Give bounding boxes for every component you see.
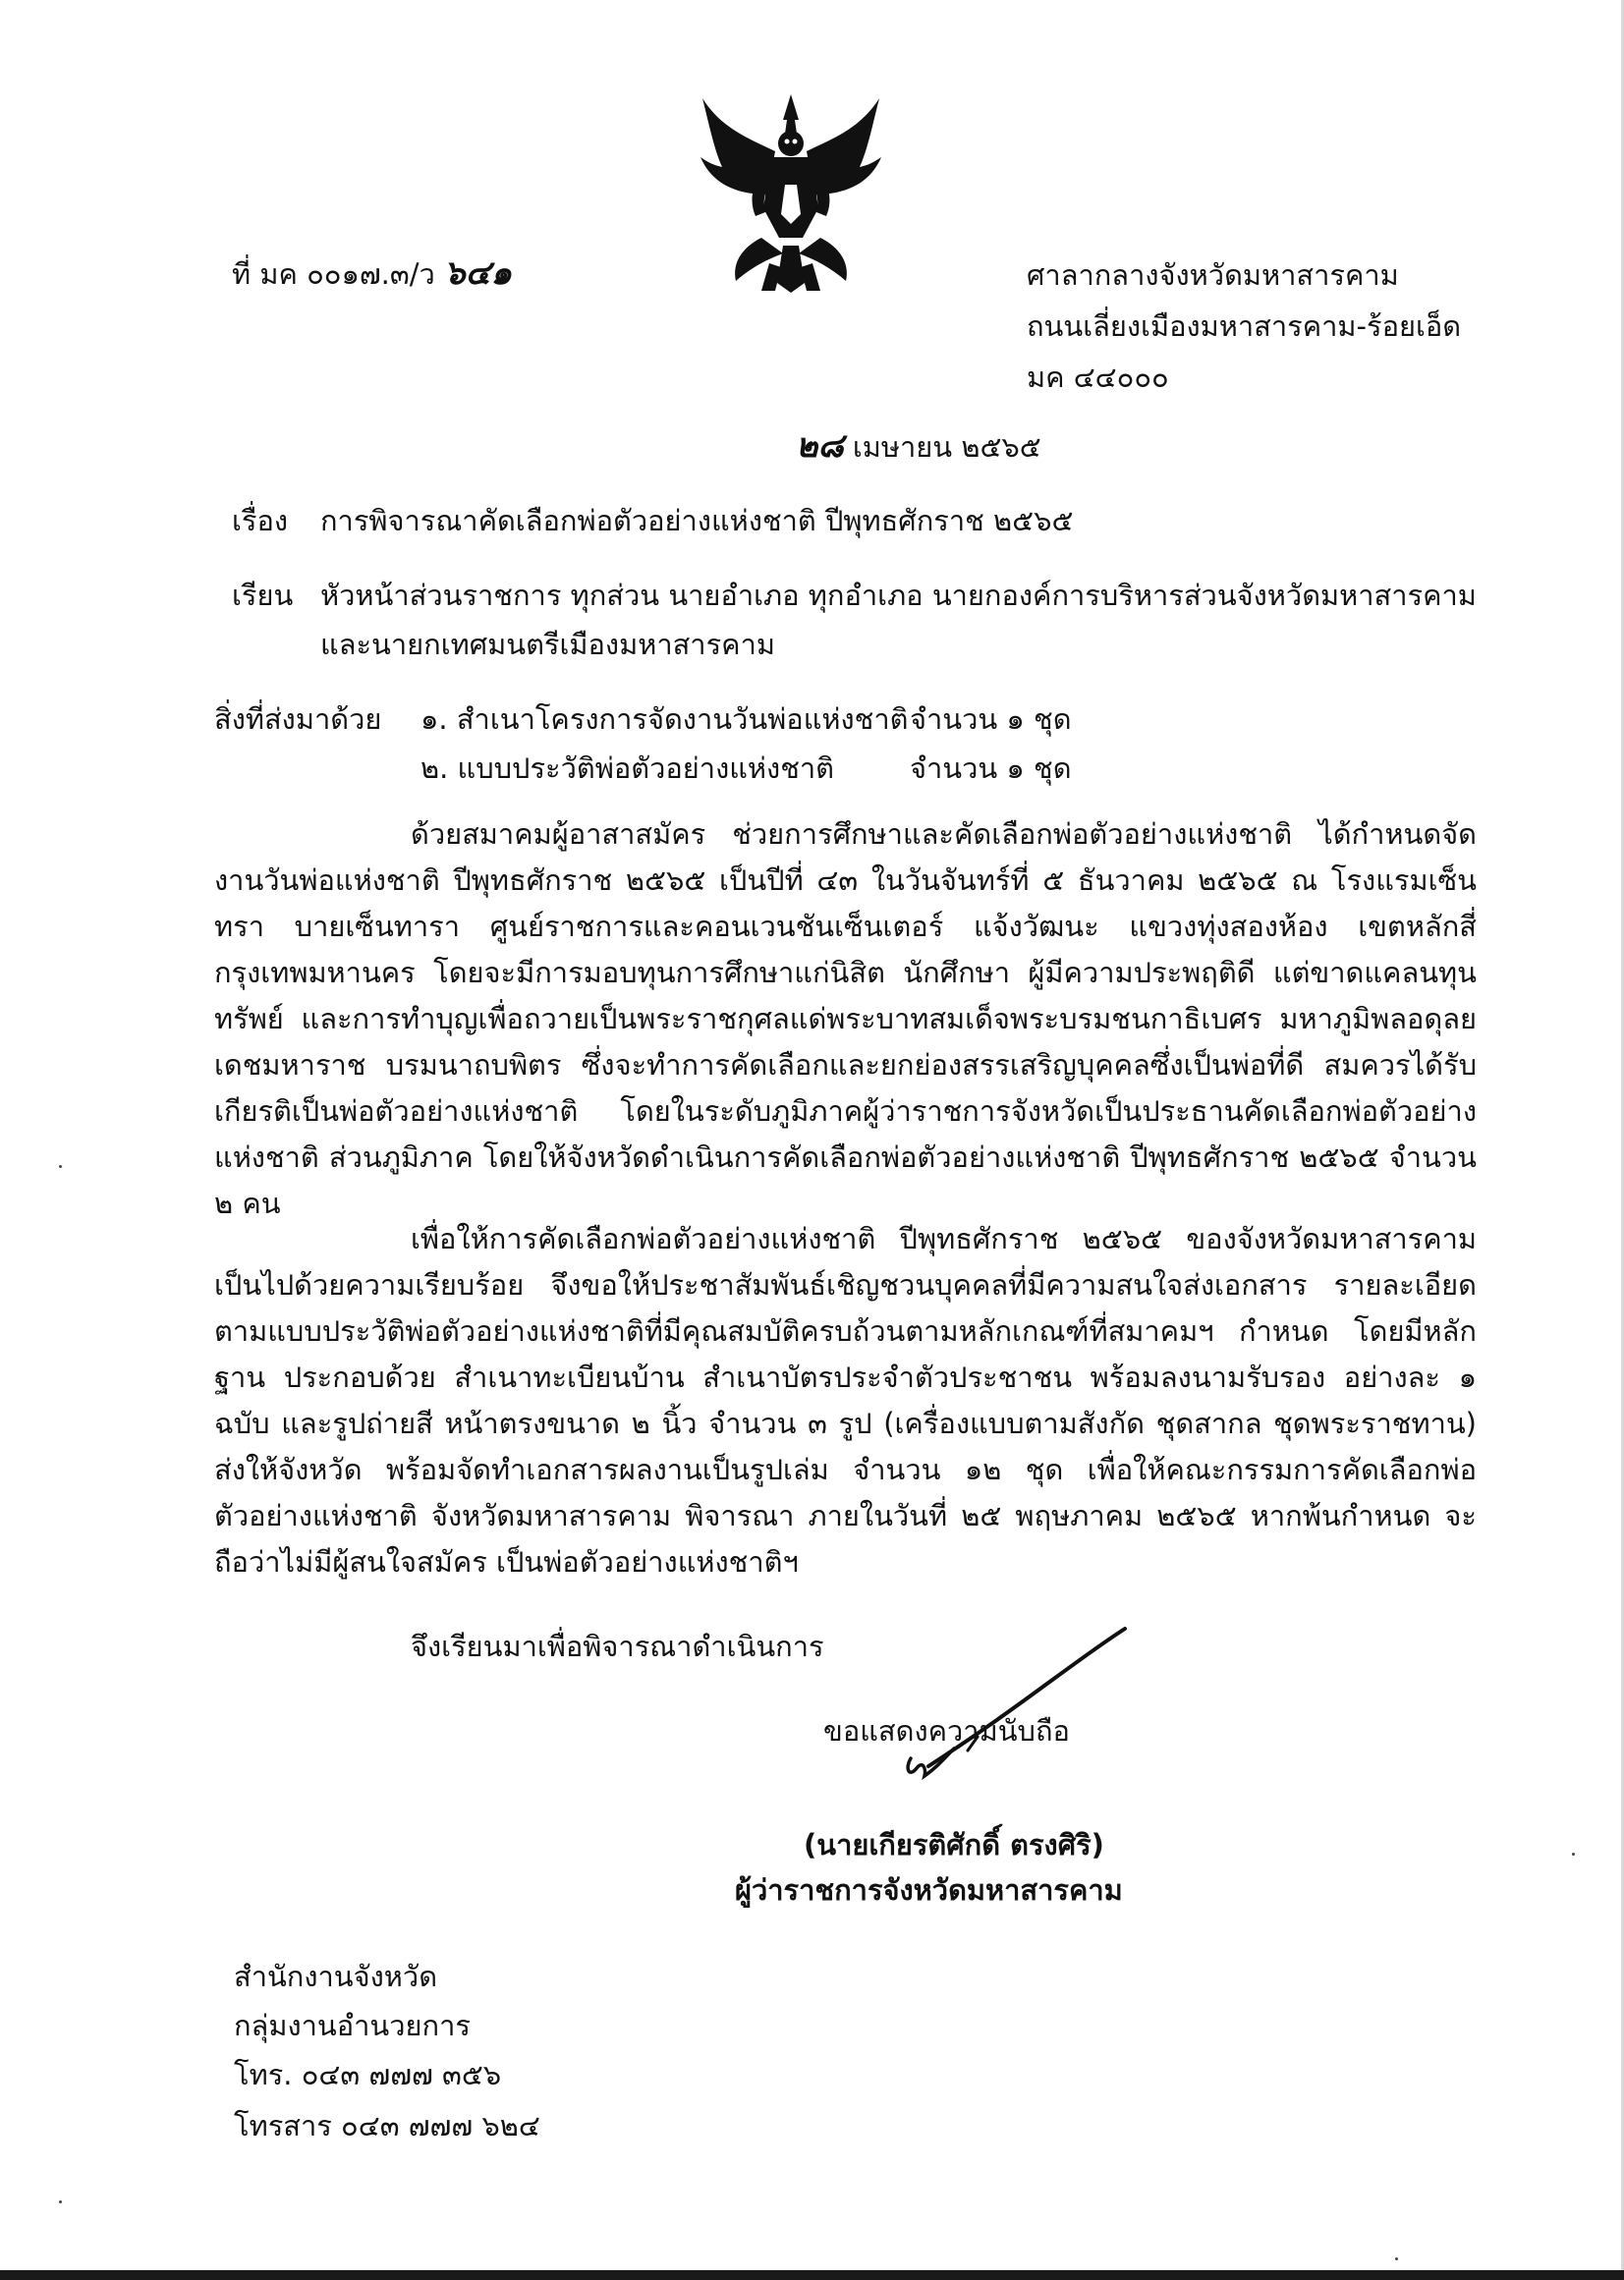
subject-text: การพิจารณาคัดเลือกพ่อตัวอย่างแห่งชาติ ปีพุทธศักราช ๒๕๖๕ xyxy=(320,504,1074,537)
garuda-emblem-icon xyxy=(693,90,889,297)
enclosure-item-2-qty: จำนวน ๑ ชุด xyxy=(910,751,1072,785)
enclosure-item-2: ๒. แบบประวัติพ่อตัวอย่างแห่งชาติ xyxy=(420,751,835,785)
enclosure-item-1-qty: จำนวน ๑ ชุด xyxy=(910,702,1072,736)
scan-speck xyxy=(59,1165,62,1168)
date-month-year: เมษายน ๒๕๖๕ xyxy=(852,430,1041,464)
to-line-1: หัวหน้าส่วนราชการ ทุกส่วน นายอำเภอ ทุกอำเภอ นายกองค์การบริหารส่วนจังหวัดมหาสารคาม xyxy=(320,579,1477,612)
subject-label: เรื่อง xyxy=(232,504,289,537)
body-paragraph-2: เพื่อให้การคัดเลือกพ่อตัวอย่างแห่งชาติ ปีพุทธศักราช ๒๕๖๕ ของจังหวัดมหาสารคาม เป็นไปด้วยความเรียบร้อย จึงขอให้ประชาสัมพันธ์เชิญชวนบุคคลที่มีความสนใจส่งเอกสาร รายละเอียด ตามแบบประวัติพ่อตัวอย่างแห่งชาติที่มีคุณสมบัติครบถ้วนตามหลักเกณฑ์ที่สมาคมฯ กำหนด โดยมีหลักฐาน ประกอบด้วย สำเนาทะเบียนบ้าน สำเนาบัตรประจำตัวประชาชน พร้อมลงนามรับรอง อย่างละ ๑ ฉบับ และรูปถ่ายสี หน้าตรงขนาด ๒ นิ้ว จำนวน ๓ รูป (เครื่องแบบตามสังกัด ชุดสากล ชุดพระราชทาน) ส่งให้จังหวัด พร้อมจัดทำเอกสารผลงานเป็นรูปเล่ม จำนวน ๑๒ ชุด เพื่อให้คณะกรรมการคัดเลือกพ่อตัวอย่างแห่งชาติ จังหวัดมหาสารคาม พิจารณา ภายในวันที่ ๒๕ พฤษภาคม ๒๕๖๕ หากพ้นกำหนด จะถือว่าไม่มีผู้สนใจสมัคร เป็นพ่อตัวอย่างแห่งชาติฯ xyxy=(214,1222,1477,1579)
address-line-1: ศาลากลางจังหวัดมหาสารคาม xyxy=(1027,258,1399,292)
footer-office: สำนักงานจังหวัด xyxy=(234,1960,438,1993)
footer-division: กลุ่มงานอำนวยการ xyxy=(234,2009,471,2042)
body-paragraph-1: ด้วยสมาคมผู้อาสาสมัคร ช่วยการศึกษาและคัดเลือกพ่อตัวอย่างแห่งชาติ ได้กำหนดจัดงานวันพ่อแห่งชาติ ปีพุทธศักราช ๒๕๖๕ เป็นปีที่ ๔๓ ในวันจันทร์ที่ ๕ ธันวาคม ๒๕๖๕ ณ โรงแรมเซ็นทรา บายเซ็นทารา ศูนย์ราชการและคอนเวนชันเซ็นเตอร์ แจ้งวัฒนะ แขวงทุ่งสองห้อง เขตหลักสี่ กรุงเทพมหานคร โดยจะมีการมอบทุนการศึกษาแก่นิสิต นักศึกษา ผู้มีความประพฤติดี แต่ขาดแคลนทุนทรัพย์ และการทำบุญเพื่อถวายเป็นพระราชกุศลแด่พระบาทสมเด็จพระบรมชนกาธิเบศร มหาภูมิพลอดุลยเดชมหาราช บรมนาถบพิตร ซึ่งจะทำการคัดเลือกและยกย่องสรรเสริญบุคคลซึ่งเป็นพ่อที่ดี สมควรได้รับเกียรติเป็นพ่อตัวอย่างแห่งชาติ โดยในระดับภูมิภาคผู้ว่าราชการจังหวัดเป็นประธานคัดเลือกพ่อตัวอย่างแห่งชาติ ส่วนภูมิภาค โดยให้จังหวัดดำเนินการคัดเลือกพ่อตัวอย่างแห่งชาติ ปีพุทธศักราช ๒๕๖๕ จำนวน ๒ คน xyxy=(214,817,1477,1220)
enclosures-label: สิ่งที่ส่งมาด้วย xyxy=(214,702,382,736)
scan-bottom-edge xyxy=(0,2270,1624,2280)
signatory-position: ผู้ว่าราชการจังหวัดมหาสารคาม xyxy=(735,1873,1123,1907)
scan-speck xyxy=(1395,2257,1398,2260)
reference-number: ที่ มค ๐๐๑๗.๓/ว ๖๔๑ xyxy=(232,253,512,293)
address-line-2: ถนนเลี่ยงเมืองมหาสารคาม-ร้อยเอ็ด xyxy=(1027,309,1462,343)
date-day-handwritten: ๒๘ xyxy=(796,426,844,466)
footer-fax: โทรสาร ๐๔๓ ๗๗๗ ๖๒๔ xyxy=(234,2109,540,2142)
closing-line: จึงเรียนมาเพื่อพิจารณาดำเนินการ xyxy=(411,1630,824,1663)
to-label: เรียน xyxy=(232,579,294,612)
regards-text: ขอแสดงความนับถือ xyxy=(823,1714,1070,1748)
scan-speck xyxy=(59,2200,62,2203)
signatory-name: (นายเกียรติศักดิ์ ตรงศิริ) xyxy=(804,1828,1104,1862)
scan-speck xyxy=(1572,1853,1575,1856)
letter-date xyxy=(796,424,1041,469)
enclosure-item-1: ๑. สำเนาโครงการจัดงานวันพ่อแห่งชาติ xyxy=(420,702,909,736)
footer-phone: โทร. ๐๔๓ ๗๗๗ ๓๕๖ xyxy=(234,2058,502,2091)
to-line-2: และนายกเทศมนตรีเมืองมหาสารคาม xyxy=(320,628,775,661)
reference-number-handwritten: ๖๔๑ xyxy=(444,253,512,293)
address-line-3: มค ๔๔๐๐๐ xyxy=(1027,361,1169,394)
handwritten-signature xyxy=(869,1621,1135,1798)
